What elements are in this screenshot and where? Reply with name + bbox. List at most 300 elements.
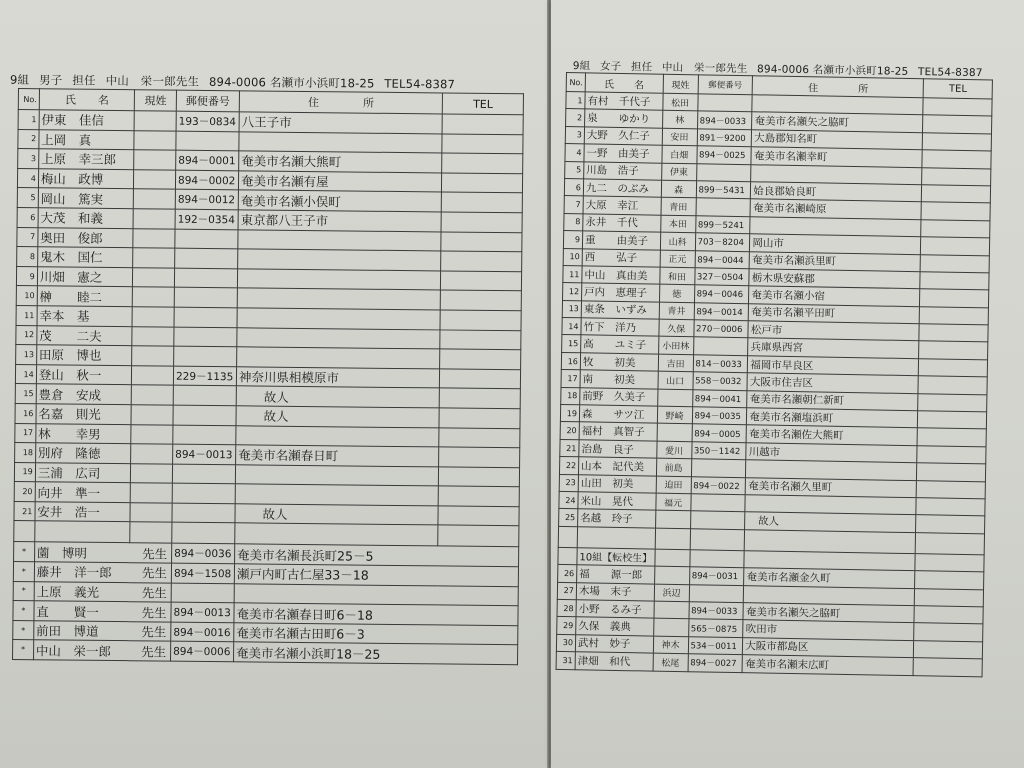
row-address: 奄美市名瀬矢之脇町 xyxy=(752,112,923,132)
row-tel xyxy=(918,411,987,430)
row-name: 福 源一郎 xyxy=(577,565,655,584)
row-tel xyxy=(440,369,521,389)
blank-cell xyxy=(130,522,172,543)
row-address: 姶良郡姶良町 xyxy=(751,182,922,202)
row-no: 13 xyxy=(16,345,37,365)
row-address xyxy=(238,249,442,271)
row-current-surname xyxy=(134,170,176,190)
row-name: 奥田 俊郎 xyxy=(38,227,134,248)
blank-cell xyxy=(438,525,519,547)
teacher-name-cell xyxy=(33,640,170,661)
row-zip xyxy=(173,425,236,445)
row-name: 田原 博也 xyxy=(36,345,132,366)
row-address xyxy=(235,484,439,506)
row-current-surname xyxy=(131,444,173,464)
teacher-mark: * xyxy=(13,581,34,601)
teacher-address: 奄美市名瀬春日町6－18 xyxy=(234,603,518,626)
row-address xyxy=(236,425,440,447)
row-tel xyxy=(915,571,984,590)
row-name: 登山 秋一 xyxy=(36,364,132,385)
row-address: 奄美市名瀬小宿 xyxy=(749,286,920,306)
row-no: 6 xyxy=(564,178,583,196)
gender-label: 女子 xyxy=(599,60,622,73)
row-no: 5 xyxy=(17,188,38,208)
row-name: 米山 晃代 xyxy=(578,492,656,511)
row-name: 榊 睦二 xyxy=(37,286,133,307)
row-no: 8 xyxy=(17,247,38,267)
col-tel: TEL xyxy=(924,79,993,99)
row-address: 故人 xyxy=(236,386,440,408)
teacher-zip: 894－0013 xyxy=(171,602,234,622)
row-current-surname xyxy=(134,130,176,150)
row-no: 29 xyxy=(557,617,576,635)
teacher-suffix: 先生 xyxy=(141,565,168,581)
col-zip: 郵便番号 xyxy=(698,75,753,95)
row-zip: 558－0032 xyxy=(693,372,748,390)
row-zip: 894－0027 xyxy=(688,654,743,672)
row-zip xyxy=(172,503,235,523)
row-tel xyxy=(917,463,986,482)
row-address: 奄美市名瀬矢之脇町 xyxy=(743,603,914,623)
row-zip xyxy=(174,327,237,347)
row-name: 川畑 憲之 xyxy=(37,266,133,287)
row-address: 松戸市 xyxy=(748,321,919,341)
girls-roster-table xyxy=(556,72,993,677)
row-current-surname xyxy=(654,601,689,619)
row-no: 31 xyxy=(556,652,575,670)
row-address xyxy=(237,269,441,291)
col-address: 住 所 xyxy=(752,76,923,98)
row-address: 奄美市名瀬金久町 xyxy=(744,568,915,588)
teacher-name: 中山 栄一郎先生 xyxy=(105,73,200,89)
row-name: 福村 真智子 xyxy=(579,422,657,441)
row-no: 21 xyxy=(560,439,579,457)
row-zip: 894－0035 xyxy=(692,407,747,425)
row-address: 奄美市名瀬久里町 xyxy=(745,477,916,497)
teacher-row xyxy=(13,640,518,665)
row-tel xyxy=(442,173,523,193)
row-current-surname: 松田 xyxy=(663,93,698,111)
row-zip: 894－0046 xyxy=(694,285,749,303)
row-tel xyxy=(441,251,522,271)
blank-cell xyxy=(14,521,35,542)
row-no: 20 xyxy=(14,482,35,502)
row-address xyxy=(237,347,441,369)
row-no: 17 xyxy=(15,423,36,443)
row-no: 19 xyxy=(560,404,579,422)
row-current-surname xyxy=(657,389,692,407)
row-tel xyxy=(914,623,983,642)
row-tel xyxy=(923,115,992,134)
row-current-surname xyxy=(132,385,174,405)
row-tel xyxy=(439,427,520,447)
row-no: 1 xyxy=(566,92,585,110)
col-current-surname: 現姓 xyxy=(135,90,177,111)
row-tel xyxy=(919,341,988,360)
row-address: 東京都八王子市 xyxy=(238,210,442,232)
row-zip xyxy=(175,229,238,249)
row-name: 牧 初美 xyxy=(580,353,658,372)
teacher-zip xyxy=(171,583,234,603)
row-tel xyxy=(921,202,990,221)
row-no: 4 xyxy=(17,168,38,188)
row-name: 大野 久仁子 xyxy=(584,127,662,146)
row-zip: 894－0031 xyxy=(689,567,744,585)
row-tel xyxy=(442,134,523,154)
col-no: No. xyxy=(566,73,585,92)
blank-cell xyxy=(915,553,984,572)
row-no: 7 xyxy=(564,196,583,214)
col-current-surname: 現姓 xyxy=(663,74,698,94)
row-name: 林 幸男 xyxy=(36,423,132,444)
row-no: 16 xyxy=(561,352,580,370)
row-address: 岡山市 xyxy=(750,234,921,254)
row-address xyxy=(239,131,443,153)
row-zip: 894－0044 xyxy=(695,250,750,268)
row-name: 中山 真由美 xyxy=(582,266,660,285)
row-name: 茂 二夫 xyxy=(37,325,133,346)
row-tel xyxy=(918,376,987,395)
row-tel xyxy=(442,192,523,212)
row-zip: 894－0014 xyxy=(694,302,749,320)
row-address xyxy=(237,308,441,330)
row-current-surname: 本田 xyxy=(660,215,695,233)
transfer-section-title: 10組【転校生】 xyxy=(577,548,655,567)
row-address: 奄美市名瀬平田町 xyxy=(749,303,920,323)
row-no: 6 xyxy=(17,207,38,227)
row-name: 津畑 和代 xyxy=(575,652,653,671)
row-tel xyxy=(441,212,522,232)
row-address: 奄美市名瀬崎原 xyxy=(750,199,921,219)
row-current-surname: 愛川 xyxy=(656,441,691,459)
row-zip xyxy=(690,494,745,512)
row-zip: 814－0033 xyxy=(693,355,748,373)
row-no: 18 xyxy=(561,387,580,405)
gender-label: 男子 xyxy=(39,72,63,88)
row-address xyxy=(235,464,439,486)
row-tel xyxy=(438,506,519,526)
teacher-mark: * xyxy=(13,640,34,660)
row-no: 26 xyxy=(558,565,577,583)
row-name: 森 サツ江 xyxy=(579,405,657,424)
row-zip xyxy=(172,483,235,503)
row-current-surname xyxy=(654,566,689,584)
row-no: 20 xyxy=(560,422,579,440)
row-name: 伊東 佳信 xyxy=(39,110,135,131)
row-tel xyxy=(917,446,986,465)
row-tel xyxy=(913,658,982,677)
row-current-surname xyxy=(132,326,174,346)
row-current-surname: 和田 xyxy=(659,267,694,285)
row-no: 11 xyxy=(563,265,582,283)
row-name: 九二 のぶみ xyxy=(583,179,661,198)
row-address: 神奈川県相模原市 xyxy=(236,367,440,389)
row-name: 別府 隆徳 xyxy=(35,443,131,464)
col-name: 氏 名 xyxy=(39,89,135,111)
row-zip: 894－0001 xyxy=(176,150,239,170)
row-current-surname xyxy=(133,209,175,229)
row-zip xyxy=(174,268,237,288)
row-no: 14 xyxy=(15,364,36,384)
row-no: 18 xyxy=(15,443,36,463)
row-tel xyxy=(916,515,985,534)
col-no: No. xyxy=(18,89,39,110)
row-tel xyxy=(439,408,520,428)
row-address: 八王子市 xyxy=(239,112,443,134)
row-address: 奄美市名瀬小俣町 xyxy=(238,190,442,212)
blank-cell xyxy=(655,528,690,550)
col-address: 住 所 xyxy=(239,91,443,114)
row-current-surname xyxy=(657,424,692,442)
row-address xyxy=(237,327,441,349)
row-zip xyxy=(174,287,237,307)
teacher-name: 薗 博明 xyxy=(36,544,87,561)
row-zip xyxy=(689,584,744,602)
blank-cell xyxy=(745,529,916,553)
row-name: 川島 浩子 xyxy=(584,161,662,180)
teacher-address: 奄美市名瀬長浜町25－5 xyxy=(235,544,519,567)
row-address: 故人 xyxy=(235,504,439,526)
teacher-mark: * xyxy=(13,620,34,640)
row-name: 南 初美 xyxy=(580,370,658,389)
row-name: 大茂 和義 xyxy=(38,208,134,229)
row-name: 武村 妙子 xyxy=(575,634,653,653)
row-tel xyxy=(914,640,983,659)
row-current-surname: 青田 xyxy=(661,198,696,216)
row-current-surname: 正元 xyxy=(660,250,695,268)
row-tel xyxy=(916,498,985,517)
row-zip xyxy=(693,337,748,355)
row-tel xyxy=(922,167,991,186)
row-tel xyxy=(440,310,521,330)
row-current-surname xyxy=(133,228,175,248)
row-no: 4 xyxy=(565,144,584,162)
row-no: 3 xyxy=(565,126,584,144)
row-no: 27 xyxy=(557,582,576,600)
teacher-label: 担任 xyxy=(630,61,653,74)
row-tel xyxy=(914,606,983,625)
row-name: 梅山 政博 xyxy=(38,168,134,189)
row-name: 東条 いずみ xyxy=(581,300,659,319)
teacher-name-cell xyxy=(34,542,171,563)
row-current-surname xyxy=(134,150,176,170)
blank-cell xyxy=(558,547,577,565)
row-zip xyxy=(690,511,745,529)
row-address: 大島郡知名町 xyxy=(752,130,923,150)
row-current-surname: 白畑 xyxy=(662,145,697,163)
row-no: 19 xyxy=(14,462,35,482)
row-zip: 565－0875 xyxy=(688,619,743,637)
row-no: 10 xyxy=(16,286,37,306)
row-no: 8 xyxy=(564,213,583,231)
row-zip: 534－0011 xyxy=(688,636,743,654)
teacher-zip: 894－0016 xyxy=(171,622,234,642)
row-address: 奄美市名瀬幸町 xyxy=(751,147,922,167)
teacher-name: 中山 栄一郎先生 xyxy=(661,61,748,76)
teacher-name: 中山 栄一郎 xyxy=(35,642,111,659)
row-address: 奄美市名瀬塩浜町 xyxy=(747,408,918,428)
row-tel xyxy=(923,98,992,117)
row-tel xyxy=(442,153,523,173)
row-current-surname: 山口 xyxy=(658,371,693,389)
row-address: 奄美市名瀬朝仁新町 xyxy=(747,390,918,410)
row-zip xyxy=(172,464,235,484)
row-name: 木場 末子 xyxy=(576,582,654,601)
row-current-surname xyxy=(132,365,174,385)
teacher-name-cell xyxy=(34,581,171,602)
row-zip: 891－9200 xyxy=(697,129,752,147)
row-zip: 894－0033 xyxy=(689,602,744,620)
row-no: 7 xyxy=(17,227,38,247)
row-tel xyxy=(917,480,986,499)
row-current-surname xyxy=(655,511,690,529)
row-no: 2 xyxy=(18,129,39,149)
row-zip xyxy=(697,94,752,112)
row-address: 奄美市名瀬佐大熊町 xyxy=(746,425,917,445)
row-address: 奄美市名瀬春日町 xyxy=(236,445,440,467)
row-tel xyxy=(442,114,523,134)
row-address: 兵庫県西宮 xyxy=(748,338,919,358)
teacher-name: 直 賢一 xyxy=(36,603,99,620)
row-zip: 229－1135 xyxy=(173,366,236,386)
row-current-surname: 浜辺 xyxy=(654,584,689,602)
row-address: 奄美市名瀬大熊町 xyxy=(239,151,443,173)
row-name: 向井 準一 xyxy=(35,482,131,503)
row-tel xyxy=(919,359,988,378)
row-name: 三浦 広司 xyxy=(35,462,131,483)
row-name: 西 弘子 xyxy=(582,248,660,267)
row-current-surname xyxy=(132,307,174,327)
row-tel xyxy=(918,393,987,412)
row-name: 高 ユミ子 xyxy=(581,335,659,354)
teacher-mark: * xyxy=(14,542,35,562)
row-zip: 193－0834 xyxy=(176,111,239,131)
row-name: 竹下 洋乃 xyxy=(581,318,659,337)
teacher-address: 奄美市名瀬小浜町18－25 xyxy=(233,642,517,665)
blank-cell xyxy=(577,527,655,549)
row-name: 大原 幸江 xyxy=(583,196,661,215)
row-current-surname: 小田林 xyxy=(658,337,693,355)
row-name: 小野 るみ子 xyxy=(576,600,654,619)
col-name: 氏 名 xyxy=(585,73,663,93)
row-zip xyxy=(696,198,751,216)
row-tel xyxy=(441,232,522,252)
row-name: 豊倉 安成 xyxy=(36,384,132,405)
row-zip: 894－0041 xyxy=(692,389,747,407)
teacher-name: 上原 義光 xyxy=(36,584,100,600)
row-current-surname: 青井 xyxy=(659,302,694,320)
row-tel xyxy=(922,150,991,169)
teacher-address: 奄美市名瀬古田町6－3 xyxy=(234,623,518,646)
row-no: 15 xyxy=(15,384,36,404)
row-current-surname: 安田 xyxy=(662,128,697,146)
row-address: 故人 xyxy=(745,512,916,532)
row-tel xyxy=(440,349,521,369)
row-zip: 894－0012 xyxy=(175,190,238,210)
teacher-mark: * xyxy=(13,601,34,621)
row-no: 21 xyxy=(14,501,35,521)
row-no: 9 xyxy=(563,231,582,249)
row-tel xyxy=(439,467,520,487)
row-zip xyxy=(176,131,239,151)
row-current-surname: 森 xyxy=(661,180,696,198)
teacher-name: 藤井 洋一郎 xyxy=(36,564,112,581)
row-current-surname: 林 xyxy=(662,111,697,129)
blank-cell xyxy=(689,549,744,567)
row-current-surname: 松尾 xyxy=(653,653,688,671)
row-no: 23 xyxy=(559,474,578,492)
row-zip xyxy=(696,163,751,181)
blank-cell xyxy=(690,529,745,551)
teacher-suffix: 先生 xyxy=(141,604,167,621)
row-current-surname: 吉田 xyxy=(658,354,693,372)
row-zip: 327－0504 xyxy=(694,268,749,286)
teacher-name: 前田 博道 xyxy=(36,623,99,640)
teacher-address: 894-0006 名瀬市小浜町18-25 xyxy=(756,63,909,78)
boys-roster-table xyxy=(12,88,524,665)
row-name: 幸本 基 xyxy=(37,306,133,327)
row-no: 15 xyxy=(562,335,581,353)
row-no: 10 xyxy=(563,248,582,266)
blank-cell xyxy=(35,521,131,543)
col-zip: 郵便番号 xyxy=(176,90,239,112)
col-tel: TEL xyxy=(443,93,524,115)
row-name: 安井 浩一 xyxy=(35,502,131,523)
row-no: 12 xyxy=(563,283,582,301)
teacher-tel: TEL54-8387 xyxy=(384,76,456,92)
row-current-surname xyxy=(131,405,173,425)
row-tel xyxy=(920,306,989,325)
row-no: 3 xyxy=(18,149,39,169)
row-no: 11 xyxy=(16,305,37,325)
row-name: 前野 久美子 xyxy=(580,387,658,406)
teacher-mark: * xyxy=(13,562,34,582)
row-zip: 192－0354 xyxy=(175,209,238,229)
class-label: 9組 xyxy=(9,72,30,87)
row-tel xyxy=(923,133,992,152)
row-zip: 894－0025 xyxy=(696,146,751,164)
row-name: 名嘉 則光 xyxy=(36,404,132,425)
row-zip: 894－0005 xyxy=(692,424,747,442)
teacher-tel: TEL54-8387 xyxy=(917,66,983,80)
row-name: 有村 千代子 xyxy=(585,92,663,111)
row-name: 戸内 恵理子 xyxy=(581,283,659,302)
teacher-name-cell xyxy=(34,601,171,622)
row-zip: 894－0013 xyxy=(173,444,236,464)
row-name: 久保 義典 xyxy=(576,617,654,636)
row-address: 大阪市住吉区 xyxy=(747,373,918,393)
row-tel xyxy=(921,219,990,238)
blank-cell xyxy=(558,526,577,547)
row-tel xyxy=(920,289,989,308)
blank-cell xyxy=(235,523,439,546)
row-address: 福岡市早良区 xyxy=(748,356,919,376)
row-name: 上岡 真 xyxy=(39,129,135,150)
row-zip: 350－1142 xyxy=(691,442,746,460)
teacher-name-cell xyxy=(34,562,171,583)
teacher-address: 瀬戸内町古仁屋33－18 xyxy=(234,564,518,587)
row-tel xyxy=(439,447,520,467)
row-address xyxy=(238,229,442,251)
row-address: 川越市 xyxy=(746,443,917,463)
row-name: 山田 初美 xyxy=(578,474,656,493)
row-zip: 899－5431 xyxy=(696,181,751,199)
row-zip: 703－8204 xyxy=(695,233,750,251)
row-no: 12 xyxy=(16,325,37,345)
teacher-suffix: 先生 xyxy=(141,585,167,601)
row-current-surname xyxy=(133,267,175,287)
row-name: 名越 玲子 xyxy=(578,509,656,528)
